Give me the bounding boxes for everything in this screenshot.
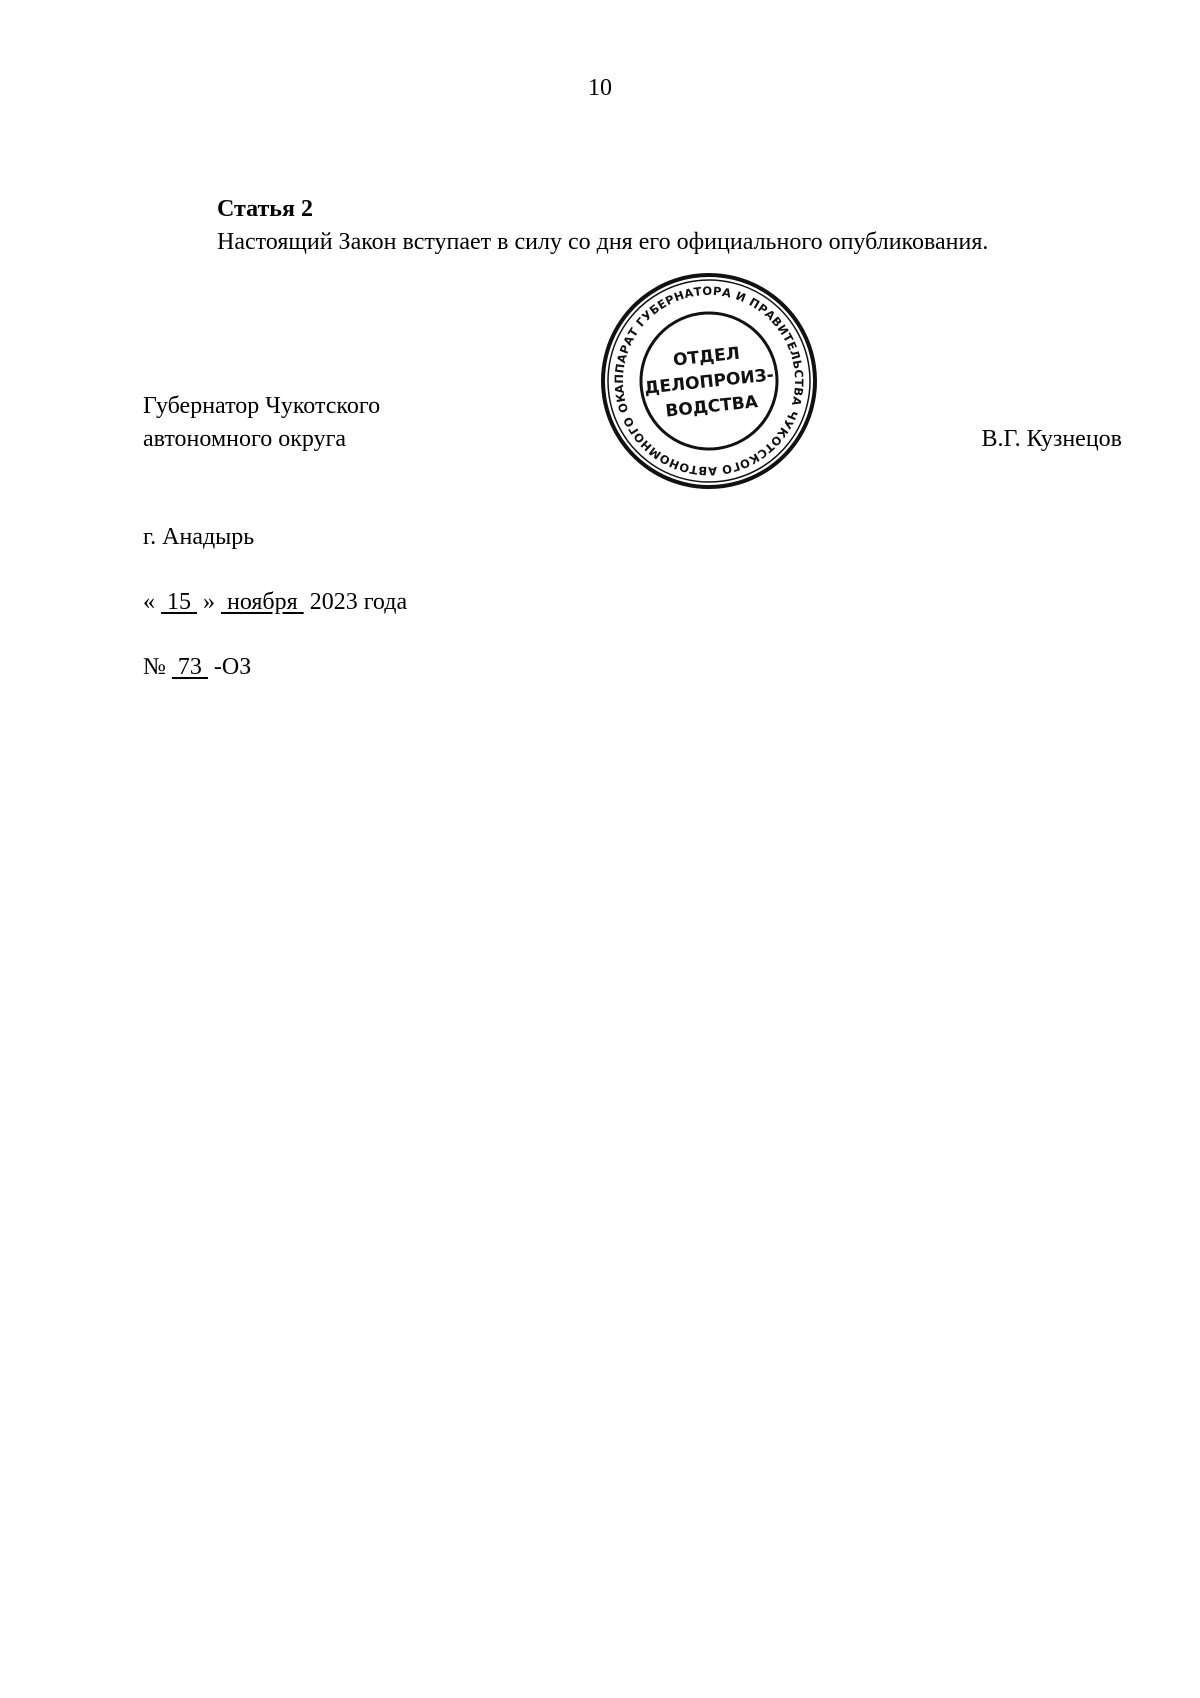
article-text: Настоящий Закон вступает в силу со дня его официального опубликования.	[217, 229, 989, 255]
signatory-position-line1: Губернатор Чукотского	[143, 393, 381, 419]
stamp-outer-text: АППАРАТ ГУБЕРНАТОРА И ПРАВИТЕЛЬСТВА ЧУКОТСКОГО АВТОНОМНОГО ОКРУГА	[611, 283, 807, 479]
date-close-quote: »	[203, 589, 215, 615]
date-month	[221, 589, 304, 615]
date-year: 2023 года	[309, 589, 408, 615]
article-title: Статья 2	[217, 196, 313, 222]
page-number: 10	[588, 75, 612, 101]
signatory-position	[143, 390, 380, 456]
law-number-suffix: -ОЗ	[213, 654, 252, 680]
signatory-name: В.Г. Кузнецов	[981, 426, 1122, 452]
date-day-value: 15	[167, 589, 191, 615]
article-section	[143, 193, 1122, 259]
law-number-value: 73	[177, 654, 202, 680]
law-number-field	[172, 654, 208, 680]
stamp-seal	[598, 270, 820, 492]
stamp-line3: ВОДСТВА	[664, 392, 759, 422]
law-number	[143, 651, 251, 684]
place-of-signing: г. Анадырь	[143, 524, 255, 550]
date-month-value: ноября	[227, 589, 298, 615]
stamp-line2: ДЕЛОПРОИЗ-	[643, 365, 775, 399]
official-stamp	[598, 270, 820, 492]
signing-date	[143, 586, 407, 619]
date-day	[161, 589, 197, 615]
signatory-position-line2: автономного округа	[143, 426, 347, 452]
date-open-quote: «	[143, 589, 155, 615]
stamp-line1: ОТДЕЛ	[672, 343, 741, 371]
law-number-prefix: №	[143, 654, 166, 680]
